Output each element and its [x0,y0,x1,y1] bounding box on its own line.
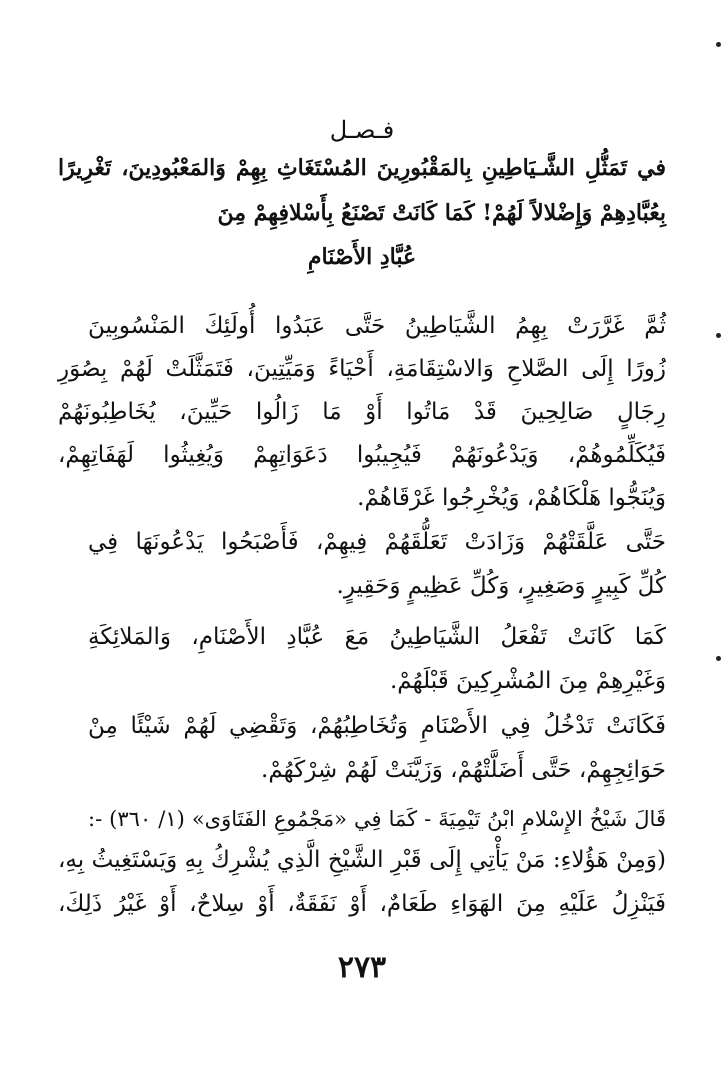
text-line: زُورًا إِلَى الصَّلاحِ وَالاسْتِقَامَةِ، أَحْيَاءً وَمَيِّتِينَ، فَتَمَثَّلَتْ لَهُمْ بِصُوَرِ [58,356,666,382]
text-line: حَوَائِجِهِمْ، حَتَّى أَضَلَّتْهُمْ، وَزَيَّنَتْ لَهُمْ شِرْكَهُمْ. [261,757,666,783]
text-line: فَيَنْزِلُ عَلَيْهِ مِنَ الهَوَاءِ طَعَامٌ، أَوْ نَفَقَةٌ، أَوْ سِلاحٌ، أَوْ غَيْرُ ذَلِكَ، [58,891,666,917]
text-line: كَمَا كَانَتْ تَفْعَلُ الشَّيَاطِينُ مَعَ عُبَّادِ الأَصْنَامِ، وَالمَلائِكَةِ [88,624,666,650]
margin-dot [716,333,721,338]
text-line: فَكَانَتْ تَدْخُلُ فِي الأَصْنَامِ وَتُخَاطِبُهُمْ، وَتَقْضِي لَهُمْ شَيْئًا مِنْ [88,713,666,739]
margin-dot [716,656,721,661]
text-line: وَيُنَجُّوا هَلْكَاهُمْ، وَيُخْرِجُوا غَرْقَاهُمْ. [357,485,666,511]
heading-line: عُبَّادِ الأَصْنَامِ [307,244,417,270]
heading-line: في تَمَثُّلِ الشَّـيَاطِينِ بِالمَقْبُورِينَ المُسْتَغَاثِ بِهِمْ وَالمَعْبُودِينَ، تَغْرِيرًا [58,155,666,181]
heading-line: بِعُبَّادِهِمْ وَإِضْلالاً لَهُمْ! كَمَا كَانَتْ تَصْنَعُ بِأَسْلافِهِمْ مِنَ [217,200,666,226]
page-number: ٢٧٣ [337,950,387,985]
text-line: قَالَ شَيْخُ الإِسْلامِ ابْنُ تَيْمِيَةَ - كَمَا فِي «مَجْمُوعِ الفَتَاوَى» (١/ ٣٦٠) -: [88,807,666,831]
text-line: فَيُكَلِّمُوهُمْ، وَيَدْعُونَهُمْ فَيُجِيبُوا دَعَوَاتِهِمْ وَيُغِيثُوا لَهَفَاتِهِمْ، [58,442,666,468]
text-line: كُلِّ كَبِيرٍ وَصَغِيرٍ، وَكُلِّ عَظِيمٍ وَحَقِيرٍ. [336,573,666,599]
margin-dot [716,42,721,47]
text-line: حَتَّى عَلَّقَتْهُمْ وَزَادَتْ تَعَلُّقَهُمْ فِيهِمْ، فَأَصْبَحُوا يَدْعُونَهَا فِي [88,529,666,555]
text-line: (وَمِنْ هَؤُلاءِ: مَنْ يَأْتِي إِلَى قَبْرِ الشَّيْخِ الَّذِي يُشْرِكُ بِهِ وَيَسْتَغِيثُ بِهِ، [58,847,666,873]
text-line: ثُمَّ غَرَّرَتْ بِهِمُ الشَّيَاطِينُ حَتَّى عَبَدُوا أُولَئِكَ المَنْسُوبِينَ [88,313,666,339]
text-line: وَغَيْرِهِمْ مِنَ المُشْرِكِينَ قَبْلَهُمْ. [389,668,666,694]
text-line: رِجَالٍ صَالِحِينَ قَدْ مَاتُوا أَوْ مَا زَالُوا حَيِّينَ، يُخَاطِبُونَهُمْ [58,399,666,425]
section-title: فـصـل [329,116,395,144]
